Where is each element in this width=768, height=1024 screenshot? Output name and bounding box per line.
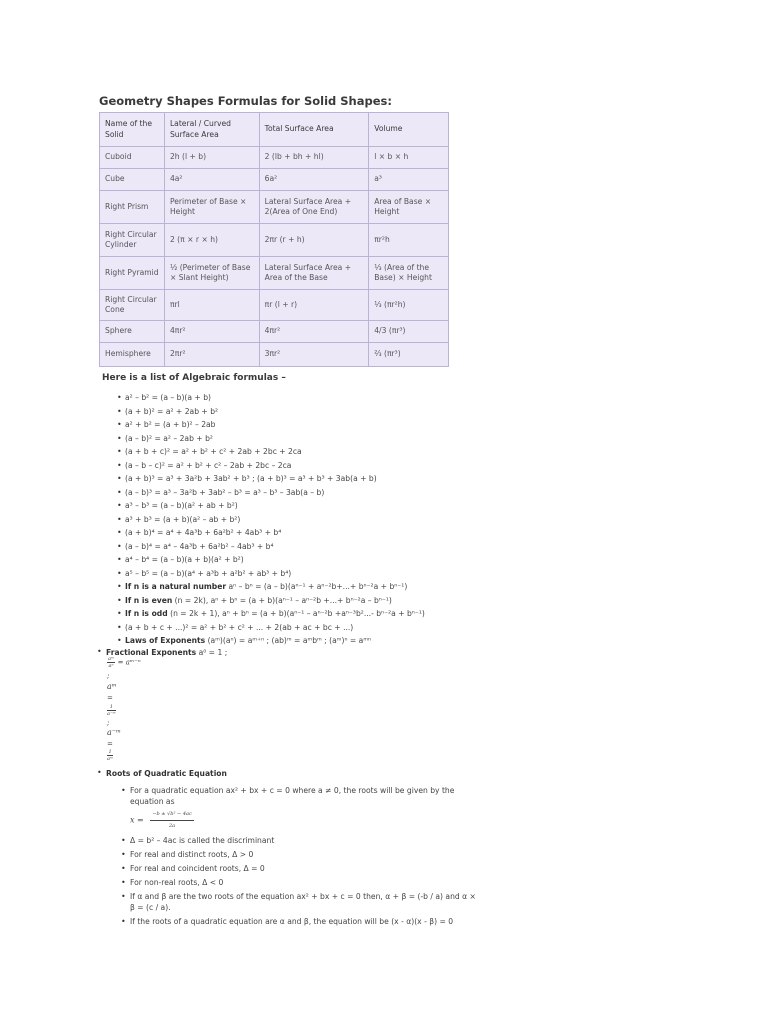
list-item	[117, 432, 425, 446]
table-cell: Perimeter of Base × Height	[164, 191, 259, 224]
table-row	[100, 147, 449, 169]
table-cell: Sphere	[100, 321, 165, 343]
table-cell: ½ (Perimeter of Base × Slant Height)	[164, 257, 259, 290]
list-item	[121, 835, 481, 846]
table-row	[100, 290, 449, 321]
formula-text: (n = 2k + 1), aⁿ + bⁿ = (a + b)(aⁿ⁻¹ – aⁿ⁻²b +aⁿ⁻³b²...- bⁿ⁻²a + bⁿ⁻¹)	[167, 609, 425, 618]
table-cell: Lateral Surface Area + Area of the Base	[259, 257, 369, 290]
table-cell: 2 (lb + bh + hl)	[259, 147, 369, 169]
formula-text: For real and distinct roots, Δ > 0	[130, 850, 254, 859]
formula-text: (a + b + c)² = a² + b² + c² + 2ab + 2bc + 2ca	[125, 447, 302, 456]
table-cell: Area of Base × Height	[369, 191, 449, 224]
fraction-denominator: aⁿ	[108, 663, 114, 669]
list-item	[117, 553, 425, 567]
table-cell: 2πr (r + h)	[259, 224, 369, 257]
formula-text: For non-real roots, Δ < 0	[130, 878, 224, 887]
table-row	[100, 321, 449, 343]
solid-shapes-table	[99, 112, 449, 367]
fraction-stack	[107, 749, 113, 762]
table-cell: Lateral Surface Area + 2(Area of One End)	[259, 191, 369, 224]
formula-text: (a – b – c)² = a² + b² + c² – 2ab + 2bc – 2ca	[125, 460, 292, 470]
list-item	[117, 607, 425, 621]
list-item	[117, 459, 425, 473]
formula-text: aⁿ – bⁿ = (a – b)(aⁿ⁻¹ + aⁿ⁻²b+...+ bⁿ⁻²a + bⁿ⁻¹)	[226, 582, 408, 591]
equals-sign: =	[107, 740, 113, 748]
list-item	[117, 486, 425, 500]
fraction-denominator: 2a	[168, 823, 176, 829]
list-item	[117, 540, 425, 554]
table-row	[100, 257, 449, 290]
formula-text: (n = 2k), aⁿ + bⁿ = (a + b)(aⁿ⁻¹ – aⁿ⁻²b +...+ bⁿ⁻²a – bⁿ⁻¹)	[172, 595, 392, 605]
formula-text: a³ – b³ = (a – b)(a² + ab + b²)	[125, 501, 238, 510]
equals-sign: =	[107, 694, 113, 702]
list-item	[117, 621, 425, 635]
fraction-numerator: aᵐ	[108, 656, 115, 662]
list-item	[117, 526, 425, 540]
list-item	[117, 634, 425, 648]
quadratic-formula	[130, 809, 194, 832]
table-cell: ⅔ (πr³)	[369, 343, 449, 367]
table-cell: πr (l + r)	[259, 290, 369, 321]
formula-text: (a + b)³ = a³ + 3a²b + 3ab² + b³ ; (a + b)³ = a³ + b³ + 3ab(a + b)	[125, 474, 377, 483]
table-cell: 3πr²	[259, 343, 369, 367]
list-item	[121, 916, 481, 927]
fractional-exponents-label: Fractional Exponents	[106, 648, 197, 657]
formula-text: a⁰ = 1 ;	[196, 648, 228, 657]
list-item	[117, 472, 425, 486]
table-cell: πr²h	[369, 224, 449, 257]
table-cell: 2h (l + b)	[164, 147, 259, 169]
list-item	[117, 580, 425, 594]
list-item	[117, 391, 425, 405]
separator: ;	[107, 719, 110, 727]
table-row	[100, 343, 449, 367]
fraction	[107, 656, 115, 669]
table-cell: πrl	[164, 290, 259, 321]
list-item	[121, 891, 481, 913]
formula-text: If α and β are the two roots of the equation ax² + bx + c = 0 then, α + β = (-b / a) and α × β = (c / a).	[130, 892, 476, 912]
fraction-numerator: 1	[108, 749, 112, 755]
list-item	[117, 594, 425, 608]
algebra-section-title: Here is a list of Algebraic formulas –	[102, 373, 286, 383]
formula-text: x =	[130, 815, 144, 825]
fraction-expression	[107, 656, 141, 669]
fraction-denominator: aᵐ	[107, 756, 114, 762]
formula-text: (a – b)³ = a³ – 3a²b + 3ab² – b³ = a³ – b³ – 3ab(a – b)	[125, 487, 325, 497]
list-item	[117, 445, 425, 459]
table-cell: Right Pyramid	[100, 257, 165, 290]
formula-text: a⁴ – b⁴ = (a – b)(a + b)(a² + b²)	[125, 555, 244, 564]
table-cell: 4/3 (πr³)	[369, 321, 449, 343]
formula-text: (a – b)² = a² – 2ab + b²	[125, 433, 213, 443]
formula-text: If the roots of a quadratic equation are α and β, the equation will be (x - α)(x - β) = 0	[130, 917, 454, 926]
formula-text: a² + b² = (a + b)² – 2ab	[125, 420, 216, 429]
table-cell: Hemisphere	[100, 343, 165, 367]
table-header-row	[100, 113, 449, 147]
formula-label: Laws of Exponents	[125, 636, 206, 645]
formula-text: (a + b)² = a² + 2ab + b²	[125, 406, 219, 416]
formula-text: a⁻ᵐ	[107, 728, 121, 737]
table-cell: Right Prism	[100, 191, 165, 224]
list-item	[117, 567, 425, 581]
formula-text: For a quadratic equation ax² + bx + c = 0 where a ≠ 0, the roots will be given by the equation as	[130, 786, 455, 806]
formula-text: For real and coincident roots, Δ = 0	[130, 864, 265, 873]
formula-text: aᵐ	[107, 682, 117, 691]
table-header: Total Surface Area	[259, 113, 369, 147]
roots-section-title: Roots of Quadratic Equation	[106, 769, 227, 778]
table-cell: Cuboid	[100, 147, 165, 169]
table-cell: 4πr²	[164, 321, 259, 343]
page-title: Geometry Shapes Formulas for Solid Shapes:	[99, 94, 392, 108]
algebra-formula-list	[117, 391, 425, 648]
formula-text: = aᵐ⁻ⁿ	[117, 658, 141, 667]
table-header: Volume	[369, 113, 449, 147]
formula-label: If n is a natural number	[125, 582, 227, 591]
fraction	[107, 704, 116, 717]
table-cell: Right Circular Cone	[100, 290, 165, 321]
table-cell: l × b × h	[369, 147, 449, 169]
formula-text: a⁵ – b⁵ = (a – b)(a⁴ + a³b + a²b² + ab³ + b⁴)	[125, 568, 292, 578]
table-header: Name of the Solid	[100, 113, 165, 147]
formula-text: (a + b + c + ...)² = a² + b² + c² + ... + 2(ab + ac + bc + ...)	[125, 622, 354, 632]
bullet-icon: •	[97, 647, 102, 656]
formula-text: (aᵐ)(aⁿ) = aᵐ⁺ⁿ ; (ab)ᵐ = aᵐbᵐ ; (aᵐ)ⁿ = aᵐⁿ	[205, 636, 372, 645]
bullet-icon: •	[97, 768, 102, 777]
formula-text: a³ + b³ = (a + b)(a² – ab + b²)	[125, 514, 241, 524]
list-item	[121, 863, 481, 874]
fraction	[107, 749, 113, 762]
table-row	[100, 169, 449, 191]
table-row	[100, 191, 449, 224]
table-cell: ⅓ (πr²h)	[369, 290, 449, 321]
separator: ;	[107, 672, 110, 680]
table-cell: ⅓ (Area of the Base) × Height	[369, 257, 449, 290]
table-cell: 6a²	[259, 169, 369, 191]
list-item	[117, 405, 425, 419]
fraction-numerator: −b ± √b² − 4ac	[150, 809, 193, 821]
formula-label: If n is odd	[125, 609, 168, 618]
table-cell: a³	[369, 169, 449, 191]
formula-label: If n is even	[125, 595, 173, 605]
list-item	[117, 499, 425, 513]
fraction-denominator: a⁻ᵐ	[107, 711, 116, 717]
fraction-stack	[107, 704, 116, 717]
table-cell: Right Circular Cylinder	[100, 224, 165, 257]
table-cell: 4πr²	[259, 321, 369, 343]
table-cell: 2 (π × r × h)	[164, 224, 259, 257]
formula-text: (a – b)⁴ = a⁴ – 4a³b + 6a²b² – 4ab³ + b⁴	[125, 541, 274, 551]
fraction	[150, 809, 193, 832]
table-cell: 4a²	[164, 169, 259, 191]
list-item	[121, 849, 481, 860]
table-cell: 2πr²	[164, 343, 259, 367]
roots-list	[121, 785, 481, 927]
list-item	[117, 418, 425, 432]
table-row	[100, 224, 449, 257]
table-header: Lateral / Curved Surface Area	[164, 113, 259, 147]
list-item	[117, 513, 425, 527]
formula-text: Δ = b² – 4ac is called the discriminant	[130, 836, 275, 845]
list-item	[121, 877, 481, 888]
formula-text: a² – b² = (a – b)(a + b)	[125, 393, 211, 402]
table-cell: Cube	[100, 169, 165, 191]
fraction-numerator: 1	[107, 704, 116, 711]
formula-text: (a + b)⁴ = a⁴ + 4a³b + 6a²b² + 4ab³ + b⁴	[125, 528, 282, 537]
list-item	[121, 785, 481, 832]
